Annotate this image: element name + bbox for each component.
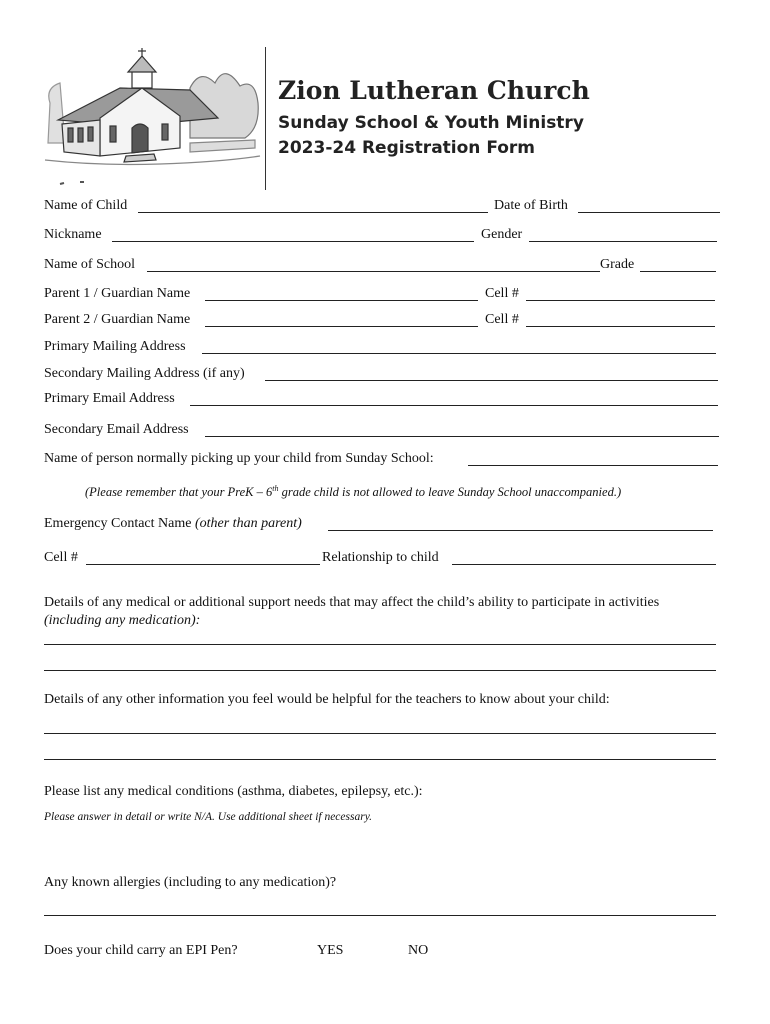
gender-field[interactable] <box>529 241 717 242</box>
parent1-label: Parent 1 / Guardian Name <box>44 286 191 301</box>
primary-email-label: Primary Email Address <box>44 391 175 406</box>
emergency-cell-field[interactable] <box>86 564 320 565</box>
relationship-field[interactable] <box>452 564 716 565</box>
secondary-email-label: Secondary Email Address <box>44 422 189 437</box>
pickup-person-field[interactable] <box>468 465 718 466</box>
name-of-child-field[interactable] <box>138 212 488 213</box>
date-of-birth-label: Date of Birth <box>494 198 568 213</box>
medical-details-label: Details of any medical or additional support needs that may affect the child’s ability to participate in activities <box>44 595 660 610</box>
emergency-cell-label: Cell # <box>44 550 78 565</box>
allergies-label: Any known allergies (including to any medication)? <box>44 875 337 890</box>
medical-details-note: (including any medication): <box>44 613 201 628</box>
parent2-cell-label: Cell # <box>485 312 519 327</box>
medical-conditions-label: Please list any medical conditions (asthma, diabetes, epilepsy, etc.): <box>44 784 423 799</box>
relationship-label: Relationship to child <box>322 550 439 565</box>
parent2-label: Parent 2 / Guardian Name <box>44 312 191 327</box>
school-label: Name of School <box>44 257 135 272</box>
primary-address-label: Primary Mailing Address <box>44 339 186 354</box>
primary-email-field[interactable] <box>190 405 718 406</box>
date-of-birth-field[interactable] <box>578 212 720 213</box>
pickup-note: (Please remember that your PreK – 6th grade child is not allowed to leave Sunday School unaccompanied.) <box>85 484 622 500</box>
parent1-field[interactable] <box>205 300 478 301</box>
epi-pen-yes-option[interactable]: YES <box>317 943 344 958</box>
gender-label: Gender <box>481 227 523 242</box>
header-divider <box>265 47 266 190</box>
secondary-address-label: Secondary Mailing Address (if any) <box>44 366 245 381</box>
medical-details-line-1[interactable] <box>44 644 716 645</box>
medical-details-line-2[interactable] <box>44 670 716 671</box>
page-subtitle-form: 2023-24 Registration Form <box>278 138 536 158</box>
parent1-cell-label: Cell # <box>485 286 519 301</box>
primary-address-field[interactable] <box>202 353 716 354</box>
name-of-child-label: Name of Child <box>44 198 128 213</box>
emergency-contact-field[interactable] <box>328 530 713 531</box>
medical-conditions-note: Please answer in detail or write N/A. Use additional sheet if necessary. <box>44 811 373 823</box>
nickname-field[interactable] <box>112 241 474 242</box>
parent2-cell-field[interactable] <box>526 326 715 327</box>
allergies-line[interactable] <box>44 915 716 916</box>
secondary-address-field[interactable] <box>265 380 718 381</box>
parent2-field[interactable] <box>205 326 478 327</box>
parent1-cell-field[interactable] <box>526 300 715 301</box>
school-field[interactable] <box>147 271 600 272</box>
church-illustration <box>40 48 262 190</box>
secondary-email-field[interactable] <box>205 436 719 437</box>
emergency-contact-label: Emergency Contact Name (other than parent) <box>44 516 302 531</box>
pickup-person-label: Name of person normally picking up your child from Sunday School: <box>44 451 434 466</box>
other-info-line-2[interactable] <box>44 759 716 760</box>
grade-label: Grade <box>600 257 635 272</box>
grade-field[interactable] <box>640 271 716 272</box>
nickname-label: Nickname <box>44 227 102 242</box>
other-info-line-1[interactable] <box>44 733 716 734</box>
epi-pen-label: Does your child carry an EPI Pen? <box>44 943 238 958</box>
page-subtitle-ministry: Sunday School & Youth Ministry <box>278 113 584 133</box>
other-info-label: Details of any other information you feel would be helpful for the teachers to know about your child: <box>44 692 610 707</box>
epi-pen-no-option[interactable]: NO <box>408 943 429 958</box>
page-title: Zion Lutheran Church <box>278 76 590 105</box>
